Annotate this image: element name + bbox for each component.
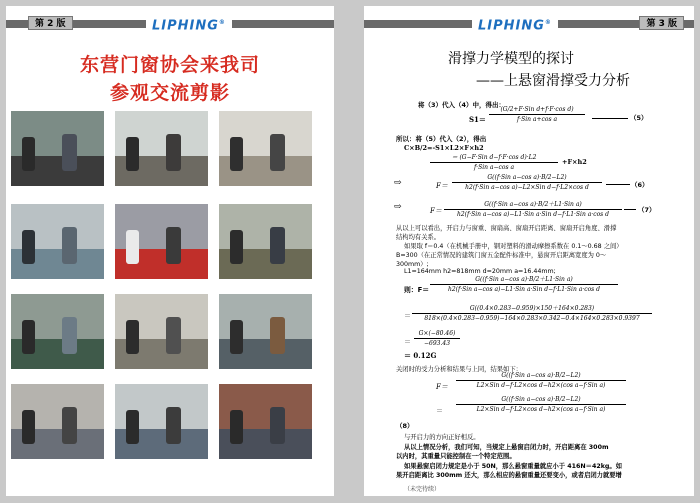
- article-title: 滑撑力学模型的探讨: [448, 51, 574, 67]
- equation-lhs: 则：F＝: [404, 286, 430, 294]
- article-title-line-1: 东营门窗协会来我司: [79, 54, 260, 76]
- photo-region: [270, 407, 285, 445]
- footer-note: （未完待续）: [404, 486, 441, 493]
- photo-region: [22, 410, 35, 444]
- body-paragraph: 与开启力的方向正好相反。: [404, 434, 480, 441]
- photo-region: [62, 407, 77, 445]
- equation-label: （8）: [396, 422, 414, 430]
- equation-numerator: (G/2+F·Sin d+f·F·cos d): [489, 106, 585, 115]
- equation-denominator: h2(f·Sin a−cos a)−L1·Sin a·Sin d−f·L1·Sin a·cos d: [456, 211, 610, 218]
- equation-8-part-1: [456, 372, 626, 389]
- page-number-badge: 第 3 版: [639, 16, 684, 30]
- implies-arrow: ⇨: [394, 178, 402, 188]
- logo-text: LIPHING: [152, 18, 219, 34]
- result-equation-2: [412, 303, 652, 322]
- equation-lhs: F＝: [436, 182, 448, 190]
- equation-7: [444, 199, 622, 218]
- photo-region: [62, 134, 77, 172]
- result-value: ＝ 0.12G: [404, 351, 437, 360]
- photo-region: [22, 230, 35, 264]
- visit-photo: [11, 294, 104, 369]
- photo-region: [22, 137, 35, 171]
- photo-region: [230, 230, 243, 264]
- parameter-values: L1=164mm h2=818mm d=20mm a=16.44mm;: [404, 268, 556, 275]
- equation-lhs: S1＝: [469, 115, 486, 124]
- implies-arrow: ⇨: [394, 202, 402, 212]
- photo-region: [270, 134, 285, 172]
- equation-denominator: −693.43: [423, 340, 451, 347]
- photo-region: [62, 317, 77, 355]
- body-paragraph: 如果悬窗启闭力规定是小于 50N，那么悬窗重量就应小于 416N＝42kg。如: [404, 463, 623, 470]
- left-page: [6, 6, 334, 496]
- page-number-badge: 第 2 版: [28, 16, 73, 30]
- equation-denominator: L2×Sin d−f·L2×cos d−h2×(cos a−f·Sin a): [476, 406, 606, 413]
- photo-region: [166, 227, 181, 265]
- visit-photo: [219, 204, 312, 279]
- equals-sign: ＝: [404, 338, 411, 346]
- photo-region: [230, 320, 243, 354]
- equation-label: （6）: [631, 181, 649, 189]
- equation-denominator: h2(f·Sin a−cos a)−L2×Sin d−f·L2×cos d: [465, 184, 589, 191]
- equation-tail: +F×h2: [562, 158, 587, 166]
- equation-numerator: G((f·Sin a−cos a)·B/2−L2): [456, 396, 626, 405]
- equation-numerator: G((f·Sin a−cos a)·B/2−L2): [456, 372, 626, 381]
- body-paragraph: 关闭时的受力分析和结果与上同，结果如下：: [396, 366, 522, 373]
- visit-photo: [11, 204, 104, 279]
- visit-photo: [11, 111, 104, 186]
- article-subtitle: ——上悬窗滑撑受力分析: [476, 73, 630, 89]
- body-paragraph: 从以上可以看出，开启力与窗重、窗扇高、窗扇开启距离、窗扇开启角度、滑撑: [396, 225, 617, 232]
- visit-photo: [219, 294, 312, 369]
- body-paragraph: 300mm）;: [396, 261, 429, 268]
- body-paragraph: 从以上情况分析，我们可知，当规定上悬窗启闭力时，开启距离在 300m: [404, 444, 609, 451]
- photo-region: [62, 227, 77, 265]
- visit-photo: [115, 204, 208, 279]
- equation-fraction: [430, 152, 558, 171]
- liphing-logo: LIPHING®: [472, 14, 558, 35]
- equation-label: （7）: [638, 206, 656, 214]
- step-text: 将（3）代入（4）中，得出：: [418, 101, 506, 109]
- result-equation-3: [414, 330, 460, 347]
- photo-region: [230, 410, 243, 444]
- photo-region: [166, 134, 181, 172]
- photo-region: [230, 137, 243, 171]
- photo-region: [126, 410, 139, 444]
- equation-numerator: G((f·Sin a−cos a)·B/2−L2): [452, 174, 602, 183]
- equation-5: [489, 106, 585, 123]
- equation-numerator: G((0.4×0.283−0.959)×150＋164×0.283): [412, 303, 652, 314]
- equation-rule: [606, 184, 630, 185]
- equation-numerator: G((f·Sin a−cos a)·B/2＋L1·Sin a): [444, 199, 622, 210]
- visit-photo: [219, 111, 312, 186]
- photo-region: [166, 317, 181, 355]
- equation-denominator: f·Sin a−cos a: [473, 164, 515, 171]
- equation-numerator: ＝ (G−F·Sin d−f·F·cos d)·L2: [430, 152, 558, 163]
- article-title-line-2: 参观交流剪影: [109, 82, 230, 104]
- body-paragraph: 如果取 f＝0.4（在机械手册中，钢对塑料的滑动摩擦系数在 0.1～0.68 之间）: [404, 243, 623, 250]
- body-paragraph: 果开启距离比 300mm 还大，那么相应的悬窗重量还要变小，或者启闭力就要增: [396, 472, 622, 479]
- equation-lhs: F＝: [430, 207, 442, 215]
- equation-label: （5）: [630, 114, 648, 122]
- equation-lhs: F＝: [436, 383, 448, 391]
- equation-rule: [624, 209, 636, 210]
- equation-line: C×B/2=-S1×L2×F×h2: [404, 144, 484, 152]
- equation-numerator: G×(−80.46): [414, 330, 460, 339]
- photo-region: [270, 227, 285, 265]
- equation-rule: [592, 118, 628, 119]
- body-paragraph: 结构均有关系。: [396, 234, 441, 241]
- equation-denominator: L2×Sin d−f·L2×cos d−h2×(cos a−f·Sin a): [476, 382, 606, 389]
- step-text: 所以：将（5）代入（2），得出: [396, 135, 487, 143]
- visit-photo: [115, 294, 208, 369]
- equation-denominator: h2(f·Sin a−cos a)−L1·Sin a·Sin d−f·L1·Sin a·cos d: [447, 286, 601, 293]
- visit-photo: [219, 384, 312, 459]
- visit-photo: [115, 111, 208, 186]
- right-page: [364, 6, 694, 496]
- logo-text: LIPHING: [478, 18, 545, 34]
- equation-denominator: 818×(0.4×0.283−0.959)−164×0.283×0.342−0.4×164×0.283×0.9397: [424, 315, 640, 322]
- body-paragraph: B=300（在正常情况的建筑门窗五金配件标准中，悬窗开启距离宽度为 0～: [396, 252, 607, 259]
- photo-region: [126, 320, 139, 354]
- liphing-logo: LIPHING®: [146, 14, 232, 35]
- body-paragraph: 以内时，其重量只能控制在一个特定范围。: [396, 453, 516, 460]
- photo-region: [22, 320, 35, 354]
- result-equation-1: [430, 274, 618, 293]
- photo-region: [126, 137, 139, 171]
- equation-numerator: G((f·Sin a−cos a)·B/2＋L1·Sin a): [430, 274, 618, 285]
- equals-sign: ＝: [404, 312, 411, 320]
- equals-sign: ＝: [436, 407, 443, 415]
- photo-region: [270, 317, 285, 355]
- equation-denominator: f·Sin a+cos a: [516, 116, 558, 123]
- photo-region: [126, 230, 139, 264]
- photo-region: [166, 407, 181, 445]
- equation-8-part-2: [456, 396, 626, 413]
- equation-6: [452, 174, 602, 191]
- visit-photo: [115, 384, 208, 459]
- visit-photo: [11, 384, 104, 459]
